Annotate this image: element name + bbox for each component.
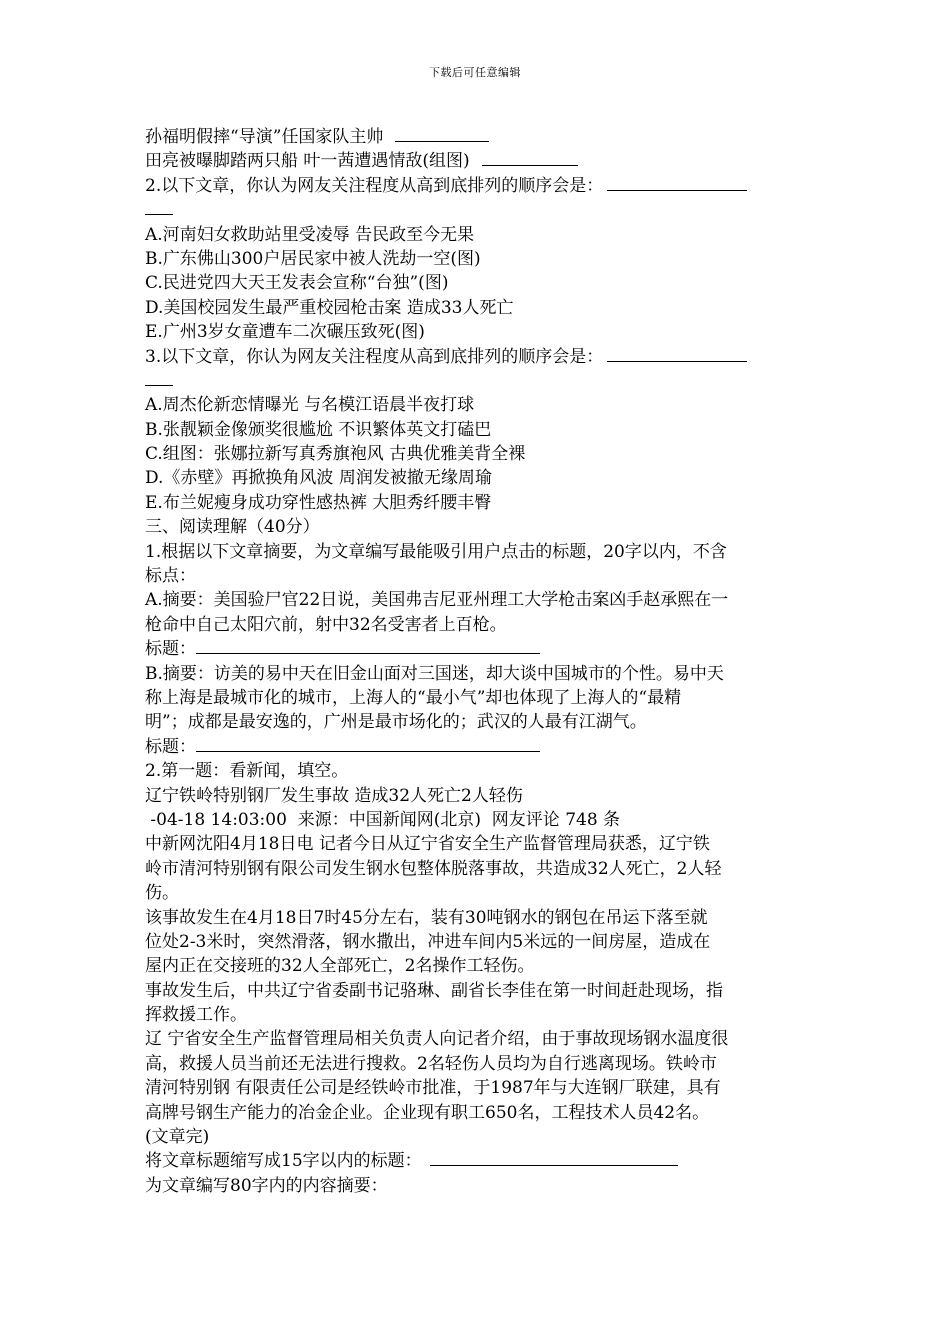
answer-blank bbox=[430, 1149, 678, 1166]
option-item: B.张靓颖金像颁奖很尴尬 不识繁体英文打磕巴 bbox=[145, 419, 492, 440]
text-line: 该事故发生在4月18日7时45分左右，装有30吨钢水的钢包在吊运下落至就 bbox=[145, 907, 708, 928]
text-line: 明”；成都是最安逸的，广州是最市场化的；武汉的人最有江湖气。 bbox=[145, 712, 647, 733]
option-item: E.布兰妮瘦身成功穿性感热裤 大胆秀纤腰丰臀 bbox=[145, 492, 492, 513]
text-line: 清河特别钢 有限责任公司是经铁岭市批准，于1987年与大连钢厂联建，具有 bbox=[145, 1078, 721, 1099]
answer-blank bbox=[145, 198, 173, 215]
answer-blank bbox=[482, 149, 578, 166]
answer-blank bbox=[145, 369, 173, 386]
title-field: 标题： bbox=[145, 735, 805, 759]
option-item: E.广州3岁女童遭车二次碾压致死(图) bbox=[145, 322, 425, 343]
option-item: C.组图：张娜拉新写真秀旗袍风 古典优雅美背全裸 bbox=[145, 444, 526, 465]
text-line: 事故发生后，中共辽宁省委副书记骆琳、副省长李佳在第一时间赶赴现场，指 bbox=[145, 980, 723, 1001]
text-line: 位处2-3米时，突然滑落，钢水撒出，冲进车间内5米远的一间房屋，造成在 bbox=[145, 931, 711, 952]
news-headline: 辽宁铁岭特别钢厂发生事故 造成32人死亡2人轻伤 bbox=[145, 785, 523, 806]
option-item: B.广东佛山300户居民家中被人洗劫一空(图) bbox=[145, 248, 481, 269]
text-line: 高牌号钢生产能力的冶金企业。企业现有职工650名，工程技术人员42名。 bbox=[145, 1102, 710, 1123]
title-field: 将文章标题缩写成15字以内的标题： bbox=[145, 1149, 805, 1173]
title-field: 标题： bbox=[145, 637, 805, 661]
section-heading: 三、阅读理解（40分） bbox=[145, 517, 320, 538]
text-line: 挥救援工作。 bbox=[145, 1005, 247, 1026]
option-item: A.河南妇女救助站里受凌辱 告民政至今无果 bbox=[145, 224, 475, 245]
text-line: 1.根据以下文章摘要，为文章编写最能吸引用户点击的标题，20字以内，不含 bbox=[145, 541, 727, 562]
text-line: B.摘要：访美的易中天在旧金山面对三国迷，却大谈中国城市的个性。易中天 bbox=[145, 663, 724, 684]
document-body bbox=[145, 125, 805, 1198]
text-line: 高，救援人员当前还无法进行搜救。2名轻伤人员均为自行逃离现场。铁岭市 bbox=[145, 1053, 717, 1074]
text-line: 田亮被曝脚踏两只船 叶一茜遭遇情敌(组图) bbox=[145, 149, 805, 173]
text-line: 称上海是最城市化的城市，上海人的“最小气”却也体现了上海人的“最精 bbox=[145, 687, 682, 708]
text-line: 枪命中自己太阳穴前，射中32名受害者上百枪。 bbox=[145, 614, 507, 635]
news-meta: -04-18 14:03:00 来源：中国新闻网(北京) 网友评论 748 条 bbox=[145, 809, 621, 830]
answer-blank bbox=[607, 345, 747, 362]
text-line: 辽 宁省安全生产监督管理局相关负责人向记者介绍，由于事故现场钢水温度很 bbox=[145, 1029, 729, 1050]
text-line: 标点： bbox=[145, 566, 196, 587]
answer-blank bbox=[607, 174, 747, 191]
text-line: (文章完) bbox=[145, 1127, 210, 1148]
text-line bbox=[145, 198, 805, 222]
text-line: 岭市清河特别钢有限公司发生钢水包整体脱落事故，共造成32人死亡，2人轻 bbox=[145, 858, 722, 879]
text-line: 伤。 bbox=[145, 883, 179, 904]
option-item: C.民进党四大天王发表会宣称“台独”(图) bbox=[145, 273, 449, 294]
option-item: D.《赤壁》再掀换角风波 周润发被撤无缘周瑜 bbox=[145, 468, 492, 489]
text-line: 2.以下文章，你认为网友关注程度从高到底排列的顺序会是： bbox=[145, 174, 805, 198]
text-line: 屋内正在交接班的32人全部死亡，2名操作工轻伤。 bbox=[145, 956, 535, 977]
answer-blank bbox=[196, 637, 540, 654]
text-line: 中新网沈阳4月18日电 记者今日从辽宁省安全生产监督管理局获悉，辽宁铁 bbox=[145, 834, 710, 855]
text-line: 2.第一题：看新闻，填空。 bbox=[145, 761, 349, 782]
text-line: A.摘要：美国验尸官22日说，美国弗吉尼亚州理工大学枪击案凶手赵承熙在一 bbox=[145, 590, 729, 611]
option-item: A.周杰伦新恋情曝光 与名模江语晨半夜打球 bbox=[145, 395, 475, 416]
option-item: D.美国校园发生最严重校园枪击案 造成33人死亡 bbox=[145, 297, 514, 318]
text-line bbox=[145, 369, 805, 393]
text-line: 3.以下文章，你认为网友关注程度从高到底排列的顺序会是： bbox=[145, 345, 805, 369]
answer-blank bbox=[196, 735, 540, 752]
page-header: 下载后可任意编辑 bbox=[429, 66, 521, 79]
answer-blank bbox=[395, 125, 489, 142]
text-line: 孙福明假摔“导演”任国家队主帅 bbox=[145, 125, 805, 149]
text-line: 为文章编写80字内的内容摘要： bbox=[145, 1175, 388, 1196]
